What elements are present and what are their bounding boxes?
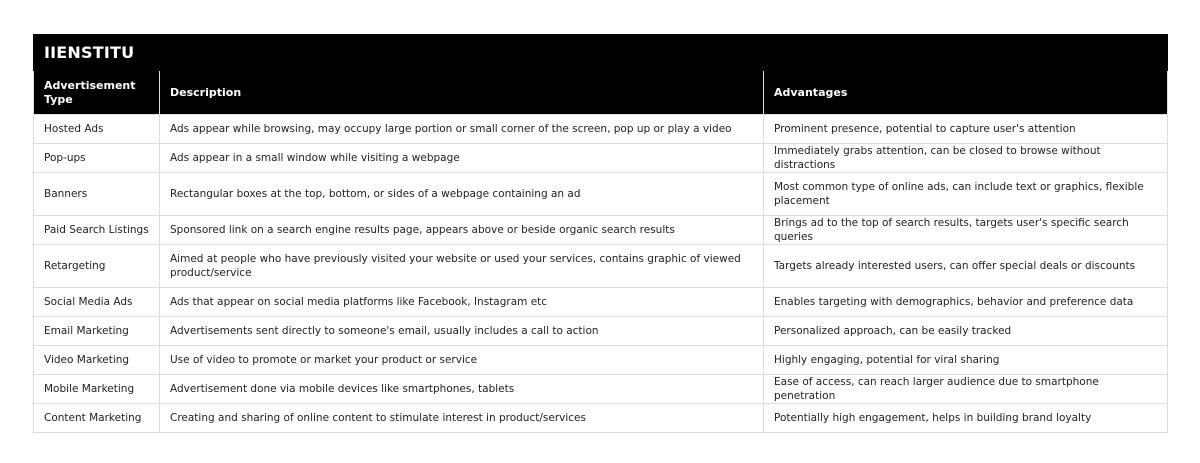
cell-type: Content Marketing bbox=[34, 404, 160, 433]
cell-advantages: Potentially high engagement, helps in building brand loyalty bbox=[764, 404, 1168, 433]
table-row bbox=[34, 245, 1168, 288]
table-row bbox=[34, 144, 1168, 173]
header-advertisement-type: Advertisement Type bbox=[34, 71, 160, 115]
header-row bbox=[34, 71, 1168, 115]
cell-type: Paid Search Listings bbox=[34, 216, 160, 245]
table-row bbox=[34, 317, 1168, 346]
cell-advantages: Targets already interested users, can offer special deals or discounts bbox=[764, 245, 1168, 288]
brand-row bbox=[34, 35, 1168, 71]
table-row bbox=[34, 173, 1168, 216]
cell-advantages: Brings ad to the top of search results, targets user's specific search queries bbox=[764, 216, 1168, 245]
table-row bbox=[34, 115, 1168, 144]
cell-description: Rectangular boxes at the top, bottom, or sides of a webpage containing an ad bbox=[160, 173, 764, 216]
cell-advantages: Enables targeting with demographics, behavior and preference data bbox=[764, 288, 1168, 317]
cell-type: Banners bbox=[34, 173, 160, 216]
cell-description: Creating and sharing of online content to stimulate interest in product/services bbox=[160, 404, 764, 433]
cell-advantages: Ease of access, can reach larger audience due to smartphone penetration bbox=[764, 375, 1168, 404]
cell-advantages: Immediately grabs attention, can be closed to browse without distractions bbox=[764, 144, 1168, 173]
advertisement-table bbox=[33, 34, 1168, 433]
cell-advantages: Personalized approach, can be easily tracked bbox=[764, 317, 1168, 346]
header-advantages: Advantages bbox=[764, 71, 1168, 115]
cell-description: Sponsored link on a search engine results page, appears above or beside organic search results bbox=[160, 216, 764, 245]
advertisement-table-container bbox=[33, 34, 1167, 433]
brand-title: IIENSTITU bbox=[34, 35, 1168, 71]
cell-description: Advertisements sent directly to someone's email, usually includes a call to action bbox=[160, 317, 764, 346]
cell-type: Pop-ups bbox=[34, 144, 160, 173]
cell-description: Advertisement done via mobile devices like smartphones, tablets bbox=[160, 375, 764, 404]
cell-advantages: Prominent presence, potential to capture user's attention bbox=[764, 115, 1168, 144]
cell-type: Social Media Ads bbox=[34, 288, 160, 317]
cell-description: Ads that appear on social media platforms like Facebook, Instagram etc bbox=[160, 288, 764, 317]
cell-type: Mobile Marketing bbox=[34, 375, 160, 404]
cell-advantages: Highly engaging, potential for viral sharing bbox=[764, 346, 1168, 375]
cell-description: Ads appear in a small window while visiting a webpage bbox=[160, 144, 764, 173]
header-description: Description bbox=[160, 71, 764, 115]
table-row bbox=[34, 346, 1168, 375]
cell-advantages: Most common type of online ads, can include text or graphics, flexible placement bbox=[764, 173, 1168, 216]
cell-description: Ads appear while browsing, may occupy large portion or small corner of the screen, pop up or play a video bbox=[160, 115, 764, 144]
table-row bbox=[34, 216, 1168, 245]
table-row bbox=[34, 288, 1168, 317]
cell-description: Aimed at people who have previously visited your website or used your services, contains graphic of viewed product/service bbox=[160, 245, 764, 288]
cell-type: Hosted Ads bbox=[34, 115, 160, 144]
cell-description: Use of video to promote or market your product or service bbox=[160, 346, 764, 375]
table-row bbox=[34, 404, 1168, 433]
cell-type: Retargeting bbox=[34, 245, 160, 288]
table-row bbox=[34, 375, 1168, 404]
cell-type: Video Marketing bbox=[34, 346, 160, 375]
cell-type: Email Marketing bbox=[34, 317, 160, 346]
